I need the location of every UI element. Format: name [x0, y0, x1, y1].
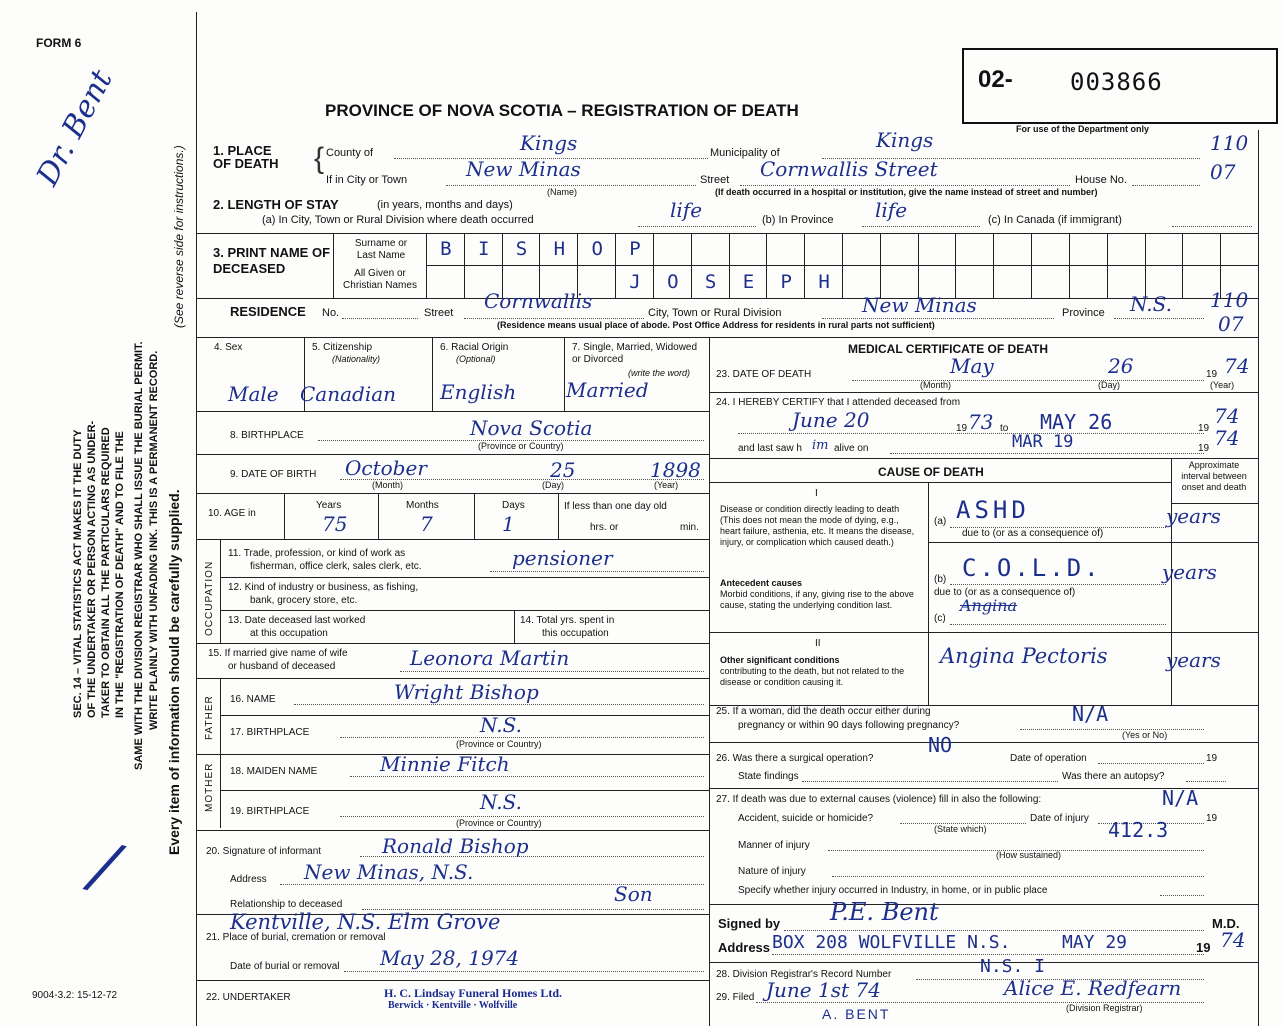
q27-label: 27. If death was due to external causes (violence) fill in also the following: — [716, 794, 1042, 805]
death-year: 74 — [1224, 354, 1250, 378]
q25b-label: pregnancy or within 90 days following pregnancy? — [738, 720, 960, 731]
q28-label: 28. Division Registrar's Record Number — [716, 969, 892, 980]
date-of-death-label: 23. DATE OF DEATH — [716, 369, 812, 380]
undertaker-label: 22. UNDERTAKER — [206, 992, 291, 1003]
burial-date: May 28, 1974 — [380, 946, 520, 970]
burial-place: Kentville, N.S. Elm Grove — [230, 910, 501, 934]
house-label: House No. — [1075, 174, 1127, 186]
name-sublabel: (Name) — [547, 187, 578, 197]
stay-b-value: life — [875, 198, 908, 222]
section-divider — [196, 337, 1258, 338]
dob-month: October — [345, 456, 427, 480]
burial-label: 21. Place of burial, cremation or removal — [206, 932, 386, 943]
last-saw-year: 74 — [1214, 426, 1240, 450]
stay-a-value: life — [670, 198, 703, 222]
age-label: 10. AGE in — [208, 508, 256, 519]
alive-on-label: alive on — [834, 443, 869, 454]
stay-b-line — [862, 226, 980, 227]
cause-a-label: (a) — [934, 516, 947, 527]
given-letter-box: O — [653, 266, 692, 298]
to-nineteen: 19 — [1198, 423, 1210, 434]
residence-province: N.S. — [1130, 292, 1172, 316]
house-line — [1132, 185, 1200, 186]
father-name: Wright Bishop — [394, 680, 539, 704]
q25-label: 25. If a woman, did the death occur either during — [716, 706, 931, 717]
other-conditions: Angina Pectoris — [940, 644, 1108, 668]
spouse-label: 15. If married give name of wife — [208, 648, 348, 659]
surname-letter-box — [1220, 233, 1259, 265]
q26-label: 26. Was there a surgical operation? — [716, 753, 874, 764]
given-letter-box: H — [804, 266, 843, 298]
accident-label: Accident, suicide or homicide? — [738, 813, 874, 824]
surname-letter-box: B — [426, 233, 465, 265]
op-date-label: Date of operation — [1010, 753, 1087, 764]
marital-value: Married — [566, 378, 649, 402]
burial-date-label: Date of burial or removal — [230, 961, 340, 972]
last-saw-label: and last saw h — [738, 443, 802, 454]
residence-street: Cornwallis — [484, 289, 593, 313]
given-letter-box: E — [729, 266, 768, 298]
attended-from-year: 73 — [968, 410, 994, 434]
months-value: 7 — [420, 512, 433, 536]
sidebar-line-5: SAME WITH THE DIVISION REGISTRAR WHO SHALL ISSUE THE BURIAL PERMIT. — [133, 341, 145, 770]
given-label: All Given or Christian Names — [343, 268, 417, 291]
form-number: FORM 6 — [36, 36, 82, 50]
physician-address-label: Address — [718, 940, 771, 955]
sex-value: Male — [228, 382, 279, 406]
min-label: min. — [680, 522, 699, 533]
residence-no-label: No. — [322, 307, 340, 319]
q11-label: 11. Trade, profession, or kind of work as — [228, 548, 406, 559]
cause-b: C.O.L.D. — [962, 554, 1102, 582]
surname-letter-box: P — [615, 233, 654, 265]
sidebar-line-7: Every item of information should be carefully supplied. — [166, 489, 182, 855]
birthplace-sub: (Province or Country) — [478, 441, 564, 451]
relationship-label: Relationship to deceased — [230, 899, 343, 910]
residence-city-label: City, Town or Rural Division — [648, 307, 782, 319]
dob-label: 9. DATE OF BIRTH — [230, 469, 317, 480]
external-value: N/A — [1162, 786, 1199, 810]
cause-b-interval: years — [1162, 560, 1217, 584]
racial-sub: (Optional) — [456, 354, 496, 364]
other-text: contributing to the death, but not related to the disease or condition causing it. — [720, 666, 905, 687]
surname-letter-box — [804, 233, 843, 265]
hrs-label: hrs. or — [590, 522, 619, 533]
residence-street-label: Street — [424, 307, 454, 319]
death-day-sub: (Day) — [1098, 380, 1120, 390]
occupation-side-label: OCCUPATION — [204, 560, 215, 636]
municipality-label: Municipality of — [710, 147, 780, 159]
print-name-label: 3. PRINT NAME OF DECEASED — [213, 245, 331, 276]
cause-title: CAUSE OF DEATH — [878, 465, 984, 479]
findings-label: State findings — [738, 771, 799, 782]
pregnancy-value: N/A — [1072, 702, 1109, 726]
less-day-label: If less than one day old — [564, 501, 667, 512]
stay-a-label: (a) In City, Town or Rural Division where death occurred — [262, 214, 534, 226]
md-label: M.D. — [1212, 916, 1240, 931]
county-label: County of — [326, 147, 374, 159]
mother-name-label: 18. MAIDEN NAME — [230, 766, 318, 777]
from-nineteen: 19 — [956, 423, 968, 434]
q13b-label: at this occupation — [250, 628, 328, 639]
sign-nineteen: 19 — [1196, 940, 1211, 955]
residence-city: New Minas — [862, 293, 977, 317]
place-of-death-label: 1. PLACE OF DEATH — [213, 143, 279, 171]
attended-to: MAY 26 — [1040, 410, 1113, 434]
stay-c-line — [1172, 226, 1252, 227]
given-letter-box — [1031, 266, 1070, 298]
q11b-label: fisherman, office clerk, sales clerk, etc. — [250, 561, 422, 572]
surname-letter-box — [653, 233, 692, 265]
cause-c: Angina — [960, 596, 1018, 615]
surname-letter-box: H — [539, 233, 578, 265]
physician-signature: P.E. Bent — [830, 898, 939, 926]
code-value: 412.3 — [1108, 818, 1169, 842]
stay-a-line — [638, 226, 756, 227]
father-bp-sub: (Province or Country) — [456, 739, 542, 749]
informant-address-label: Address — [230, 874, 267, 885]
birthplace-label: 8. BIRTHPLACE — [230, 430, 304, 441]
days-value: 1 — [502, 512, 515, 536]
surname-letter-box — [691, 233, 730, 265]
marital-label: 7. Single, Married, Widowed or Divorced — [572, 342, 698, 365]
nature-label: Nature of injury — [738, 866, 806, 877]
form-title: PROVINCE OF NOVA SCOTIA – REGISTRATION OF DEATH — [325, 101, 799, 120]
attended-from: June 20 — [792, 408, 870, 432]
racial-value: English — [440, 380, 517, 404]
informant-address: New Minas, N.S. — [304, 860, 474, 884]
roman-one: I — [815, 488, 818, 499]
street-value: Cornwallis Street — [760, 157, 938, 181]
last-saw-nineteen: 19 — [1198, 443, 1210, 454]
due-to-1: due to (or as a consequence of) — [962, 528, 1104, 539]
mother-birthplace-label: 19. BIRTHPLACE — [230, 806, 310, 817]
column-divider — [709, 337, 710, 1026]
informant-name: Ronald Bishop — [382, 834, 529, 858]
surname-letter-box — [1031, 233, 1070, 265]
last-saw-date: MAR 19 — [1012, 432, 1074, 452]
footer-code: 9004-3.2: 15-12-72 — [32, 990, 118, 1001]
record-number: N.S. I — [980, 956, 1046, 977]
surname-label: Surname or Last Name — [354, 238, 408, 261]
given-letter-box — [426, 266, 465, 298]
marital-sub: (write the word) — [628, 368, 691, 378]
injury-date-label: Date of injury — [1030, 813, 1089, 824]
manner-label: Manner of injury — [738, 840, 810, 851]
registration-prefix: 02- — [978, 66, 1013, 93]
given-letter-box: J — [615, 266, 654, 298]
length-of-stay-sub: (in years, months and days) — [377, 199, 513, 211]
father-birthplace-label: 17. BIRTHPLACE — [230, 727, 310, 738]
county-value: Kings — [520, 131, 578, 155]
signed-by-label: Signed by — [718, 916, 781, 931]
municipality-code: 110 — [1210, 131, 1249, 155]
days-label: Days — [502, 500, 525, 511]
other-title: Other significant conditions — [720, 655, 840, 665]
residence-code-2: 07 — [1218, 312, 1244, 336]
residence-label: RESIDENCE — [230, 304, 306, 319]
mother-side-label: MOTHER — [204, 762, 215, 812]
sidebar-line-6: WRITE PLAINLY WITH UNFADING INK. THIS IS A PERMANENT RECORD. — [148, 350, 160, 730]
surname-letter-box — [918, 233, 957, 265]
city-value: New Minas — [466, 157, 581, 181]
sign-year: 74 — [1220, 928, 1246, 952]
residence-note: (Residence means usual place of abode. Post Office Address for residents in rural parts not sufficient) — [497, 320, 935, 330]
death-day: 26 — [1108, 354, 1134, 378]
sex-label: 4. Sex — [214, 342, 243, 353]
surname-letter-box — [955, 233, 994, 265]
dob-month-sub: (Month) — [372, 480, 404, 490]
surname-letter-box — [880, 233, 919, 265]
surname-letter-box — [993, 233, 1032, 265]
injury-nineteen: 19 — [1206, 813, 1218, 824]
residence-province-label: Province — [1062, 307, 1105, 319]
length-of-stay-label: 2. LENGTH OF STAY — [213, 197, 339, 212]
city-label: If in City or Town — [326, 174, 408, 186]
cause-a-interval: years — [1166, 504, 1221, 528]
interval-label: Approximate interval between onset and death — [1181, 460, 1247, 492]
operation-value: NO — [928, 733, 953, 757]
dob-year: 1898 — [650, 458, 701, 482]
residence-code-1: 110 — [1210, 288, 1249, 312]
how-sustained-sub: (How sustained) — [996, 850, 1062, 860]
autopsy-label: Was there an autopsy? — [1062, 771, 1165, 782]
city-line — [446, 185, 696, 186]
other-interval: years — [1166, 648, 1221, 672]
surname-letter-box: S — [502, 233, 541, 265]
sign-date: MAY 29 — [1062, 932, 1128, 953]
street-label: Street — [700, 174, 730, 186]
given-letter-box: P — [766, 266, 805, 298]
q14-label: 14. Total yrs. spent in — [520, 615, 615, 626]
cause-a: ASHD — [956, 496, 1030, 524]
given-letter-box: S — [691, 266, 730, 298]
sidebar-line-2: OF THE UNDERTAKER OR PERSON ACTING AS UNDER- — [86, 420, 98, 718]
registrar-signature: Alice E. Redfearn — [1004, 976, 1182, 1000]
place-note: (If death occurred in a hospital or institution, give the name instead of street and number) — [715, 187, 1098, 197]
dob-day: 25 — [550, 458, 576, 482]
sidebar-line-4: IN THE "REGISTRATION OF DEATH" AND TO FILE THE — [114, 431, 126, 718]
citizenship-sub: (Nationality) — [332, 354, 381, 364]
surname-letter-box — [766, 233, 805, 265]
surname-letter-box — [1107, 233, 1146, 265]
mother-birthplace: N.S. — [480, 790, 522, 814]
surname-letter-box — [1069, 233, 1108, 265]
mother-name: Minnie Fitch — [380, 752, 510, 776]
relationship-value: Son — [614, 882, 653, 906]
spouse-label-2: or husband of deceased — [228, 661, 336, 672]
state-which-sub: (State which) — [934, 824, 987, 834]
q12-label: 12. Kind of industry or business, as fishing, — [228, 582, 419, 593]
filed-date: June 1st 74 — [766, 978, 881, 1002]
stay-c-label: (c) In Canada (if immigrant) — [988, 214, 1122, 226]
undertaker-stamp-sub: Berwick · Kentville · Wolfville — [388, 1000, 518, 1011]
department-use-note: For use of the Department only — [1016, 124, 1150, 134]
q13-label: 13. Date deceased last worked — [228, 615, 366, 626]
physician-address: BOX 208 WOLFVILLE N.S. — [772, 932, 1011, 953]
racial-label: 6. Racial Origin — [440, 342, 509, 353]
dob-year-sub: (Year) — [654, 480, 679, 490]
sidebar-line-3: TAKER TO OBTAIN ALL THE PARTICULARS REQUIRED — [100, 427, 112, 718]
years-label: Years — [316, 500, 342, 511]
street-line — [740, 185, 1070, 186]
father-side-label: FATHER — [204, 695, 215, 740]
last-saw-pronoun: im — [812, 438, 829, 453]
margin-note: Dr. Bent — [30, 64, 120, 192]
death-year-sub: (Year) — [1210, 380, 1235, 390]
citizenship-value: Canadian — [300, 382, 397, 406]
months-label: Months — [406, 500, 439, 511]
bottom-stamp: A. BENT — [822, 1006, 891, 1022]
given-letter-box — [993, 266, 1032, 298]
surname-letter-box — [842, 233, 881, 265]
direct-cause-label: Disease or condition directly leading to death (This does not mean the mode of dying, e.g., heart failure, asthenia, etc. It means the disease, injury, or complication which caused death.) — [720, 504, 915, 547]
due-to-2: due to (or as a consequence of) — [934, 587, 1076, 598]
antecedent-title: Antecedent causes — [720, 578, 803, 588]
surname-letter-box — [1145, 233, 1184, 265]
stay-b-label: (b) In Province — [762, 214, 834, 226]
op-nineteen: 19 — [1206, 753, 1218, 764]
margin-mark: / — [84, 828, 125, 906]
occupation-value: pensioner — [512, 546, 613, 570]
q14b-label: this occupation — [542, 628, 609, 639]
spouse-value: Leonora Martin — [410, 646, 570, 670]
mother-bp-sub: (Province or Country) — [456, 818, 542, 828]
specify-label: Specify whether injury occurred in Industry, in home, or in public place — [738, 885, 1048, 896]
surname-letter-box — [1182, 233, 1221, 265]
certify-label: 24. I HEREBY CERTIFY that I attended deceased from — [716, 397, 961, 408]
surname-letter-box: O — [577, 233, 616, 265]
birthplace-value: Nova Scotia — [470, 416, 593, 440]
cause-c-label: (c) — [934, 613, 946, 624]
father-birthplace: N.S. — [480, 713, 522, 737]
registrar-sub: (Division Registrar) — [1066, 1003, 1143, 1013]
citizenship-label: 5. Citizenship — [312, 342, 373, 353]
father-name-label: 16. NAME — [230, 694, 276, 705]
left-border — [196, 12, 197, 1026]
roman-two: II — [815, 638, 821, 649]
surname-letter-box — [729, 233, 768, 265]
undertaker-stamp: H. C. Lindsay Funeral Homes Ltd. — [384, 986, 563, 1000]
sidebar-line-8: (See reverse side for instructions.) — [172, 145, 186, 328]
registration-number: 003866 — [1070, 68, 1163, 96]
medical-title: MEDICAL CERTIFICATE OF DEATH — [848, 342, 1048, 356]
brace: { — [314, 142, 325, 175]
given-letter-box — [1069, 266, 1108, 298]
surname-letter-box: I — [464, 233, 503, 265]
years-value: 75 — [322, 512, 348, 536]
death-month-sub: (Month) — [920, 380, 952, 390]
house-code: 07 — [1210, 160, 1236, 184]
sidebar-line-1: SEC. 14 – VITAL STATISTICS ACT MAKES IT THE DUTY — [72, 429, 84, 718]
dob-day-sub: (Day) — [542, 480, 564, 490]
death-year-prefix: 19 — [1206, 369, 1218, 380]
informant-label: 20. Signature of informant — [206, 846, 322, 857]
attended-to-year: 74 — [1214, 404, 1240, 428]
q12b-label: bank, grocery store, etc. — [250, 595, 358, 606]
municipality-value: Kings — [876, 128, 934, 152]
registration-number-box — [962, 48, 1278, 124]
death-month: May — [950, 354, 994, 378]
cause-b-label: (b) — [934, 574, 947, 585]
q29-label: 29. Filed — [716, 992, 755, 1003]
antecedent-text: Morbid conditions, if any, giving rise to the above cause, stating the underlying condition last. — [720, 589, 914, 610]
yes-no-sub: (Yes or No) — [1122, 730, 1168, 740]
to-label: to — [1000, 423, 1009, 434]
